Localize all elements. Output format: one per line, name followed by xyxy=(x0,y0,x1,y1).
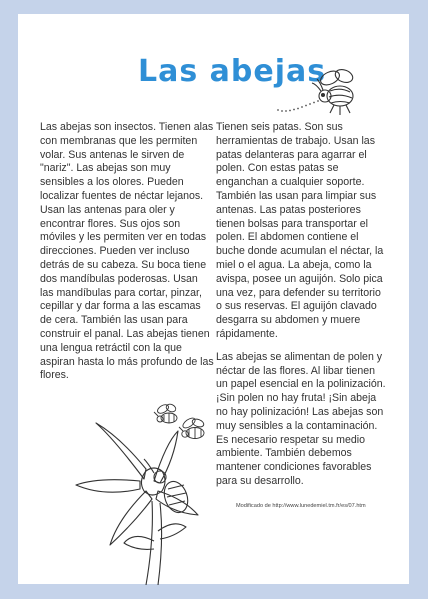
flower-illustration xyxy=(74,419,202,585)
page-title: Las abejas xyxy=(138,54,327,89)
paragraph-anatomy: Las abejas son insectos. Tienen alas con membranas que les permiten volar. Sus antenas le sirven de "nariz". Las abejas son muy sensibles a los olores. Pueden localizar fuentes de néctar lejanos. Usan las antenas para oler y encontrar flores. Sus ojos son móviles y les permiten ver en todas direcciones. Pueden ver incluso detrás de su cabeza. Su boca tiene dos mandíbulas poderosas. Usan las mandíbulas para cortar, pinzar, cepillar y dar forma a las escamas de cera. También las usan para construir el panal. Las abejas tienen una lengua retráctil con la que aspiran hasta lo más profundo de las flores. xyxy=(40,121,214,382)
paragraph-pollination: Las abejas se alimentan de polen y néctar de las flores. Al libar tienen un papel esencial en la polinización. ¡Sin polen no hay fruta! ¡Sin abeja no hay polinización! Las abejas son muy sensibles a la contaminación. Es necesario respetar su medio ambiente. También debemos mantener condiciones favorables para su desarrollo. xyxy=(216,350,386,487)
text-column-left xyxy=(40,121,214,392)
worksheet-page xyxy=(18,14,409,584)
bee-icon xyxy=(310,66,366,118)
source-credit: Modificado de http://www.lunedemiel.tm.fr/es/07.htm xyxy=(236,503,366,509)
paragraph-legs: Tienen seis patas. Son sus herramientas de trabajo. Usan las patas delanteras para agarrar el polen. Con estas patas se enganchan a cualquier soporte. También las usan para limpiar sus antenas. Las patas posteriores tienen bolsas para transportar el polen. El abdomen contiene el buche donde acumulan el néctar, la miel o el agua. La abeja, como la avispa, posee un aguijón. Solo pica una vez, para defender su territorio o sus reservas. El aguijón clavado desgarra su abdomen y muere rápidamente. xyxy=(216,121,384,340)
text-column-right xyxy=(216,121,388,498)
